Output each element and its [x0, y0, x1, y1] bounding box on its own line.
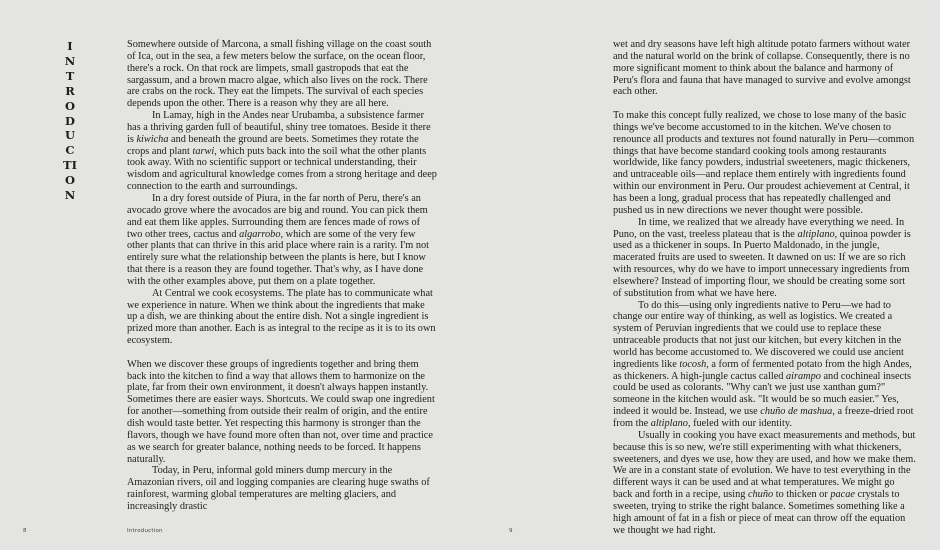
- text-run: In a dry forest outside of Piura, in the far north of Peru, there's an avocado grove where the avocados are big and round. You can pick them and eat them like apples. Surrounding them are fences made of rows of two other trees, cactus and: [127, 192, 428, 240]
- italic-term: tarwi: [192, 145, 215, 157]
- left-page-number: 8: [23, 528, 27, 534]
- italic-term: pacae: [830, 489, 855, 501]
- text-run: , fueled with our identity.: [687, 418, 792, 429]
- text-run: In time, we realized that we already have everything we need. In Puno, on the vast, treeless plateau that is the: [613, 216, 905, 240]
- paragraph: [127, 39, 437, 110]
- text-run: crystals to sweeten, trying to strike the right balance. Sometimes something like a high amount of fat in a fish or piece of meat can throw off the equation we thought we had right.: [613, 489, 906, 536]
- text-run: wet and dry seasons have left high altitude potato farmers without water and the natural world on the brink of collapse. Consequently, there is no more significant moment to think about the balance and harmony of Peru's flora and fauna that have managed to survive and evolve amongst each other.: [613, 39, 911, 98]
- paragraph: [613, 39, 916, 98]
- text-run: , which puts back into the soil what the other plants took away. With no scientific support or technical understanding, their wisdom and agricultural knowledge comes from a strong heritage and deep connection to the earth and surroundings.: [127, 145, 437, 193]
- paragraph: [613, 430, 916, 537]
- paragraph: [127, 465, 437, 512]
- running-footer-label: Introduction: [127, 528, 163, 534]
- text-run: Today, in Peru, informal gold miners dump mercury in the Amazonian rivers, oil and logging companies are clearing huge swaths of rainforest, warming global temperatures are melting glaciers, and increasingly drastic: [127, 465, 430, 512]
- italic-term: tocosh: [679, 358, 707, 370]
- paragraph: [613, 300, 916, 430]
- text-run: Usually in cooking you have exact measurements and methods, but because this is so new, we're still experimenting with what thickeners, sweeteners, and dyes we use, how they are used, and how we make them. We are in a constant state of evolution. We have to test everything in the different ways it can be used and at what temperatures. We might go back and forth in a recipe, using: [613, 429, 916, 501]
- text-run: To make this concept fully realized, we chose to lose many of the basic things we've become accustomed to in the kitchen. We've chosen to renounce all products and textures not found naturally in Peru—common things that have become standard cooking tools among restaurants worldwide, like fancy powders, industrial sweeteners, magic thickeners, and untraceable oils—and replace them entirely with ingredients found within our environment in Peru. Our proudest achievement at Central, it has been a long, gradual process that has repeatedly challenged and pushed us in new directions we never thought were possible.: [613, 110, 915, 216]
- italic-term: chuño de mashua: [760, 406, 833, 418]
- text-run: To do this—using only ingredients native to Peru—we had to change our entire way of thinking, as well as logistics. We created a system of Peruvian ingredients that we could use to replace these untraceable products that not just our kitchen, but every kitchen in the world has become accustomed to. We discovered we could use ancient ingredients like: [613, 299, 904, 370]
- italic-term: altiplano: [797, 228, 835, 240]
- text-run: Somewhere outside of Marcona, a small fishing village on the coast south of Ica, out in the sea, a few meters below the surface, on the ocean floor, there's a rock. On that rock are limpets, small gastropods that eat the sargassum, and a brown macro algae, which also lives on the rock. There are crabs on the rock. They eat the limpets. The survival of each species depends upon the other. There is a reason why they are all here.: [127, 39, 432, 110]
- text-run: At Central we cook ecosystems. The plate has to communicate what we experience in nature. When we think about the ingredients that make up a dish, we are thinking about the entire dish. Not a single ingredient is prized more than another. Each is as integral to the recipe as it is to its own ecosystem.: [127, 287, 436, 347]
- text-run: to thicken or: [773, 489, 831, 501]
- paragraph: [127, 110, 437, 193]
- italic-term: kiwicha: [136, 133, 169, 145]
- italic-term: algarrobo: [239, 228, 281, 240]
- right-page-text: [613, 39, 916, 536]
- text-run: In Lamay, high in the Andes near Urubamba, a subsistence farmer has a thriving garden full of beautiful, shiny tree tomatoes. Beside it there is: [127, 110, 431, 145]
- text-run: , a form of fermented potato from the high Andes, as thickeners. A high-jungle cactus called: [613, 358, 912, 382]
- text-run: , a freeze-dried root from the: [613, 406, 914, 429]
- paragraph: [127, 288, 437, 347]
- text-run: When we discover these groups of ingredients together and bring them back into the kitchen to find a way that allows them to harmonize on the plate, far from their own environment, it doesn't always happen instantly. Sometimes there are easier ways. Shortcuts. We could swap one ingredient for another—something from outside their realm of origin, and the entire dish would taste better. Yet respecting this harmony is stronger than the flavors, though we have found more often than not, over time and practice as we search for greater balance, nothing needs to be forced. It happens naturally.: [127, 358, 435, 465]
- italic-term: chuño: [747, 489, 774, 501]
- section-heading: INTRODUCTION: [63, 39, 77, 203]
- text-run: , quinoa powder is used as a thickener in soups. In Puerto Maldonado, in the jungle, macerated fruits are used to sweeten. It dawned on us: If we are so rich with resources, why do we have to import unnecessary ingredients from elsewhere? Instead of importing flour, we should be creating some sort of substitution from what we have here.: [613, 228, 911, 299]
- italic-term: airampo: [786, 370, 821, 382]
- right-page-number: 9: [509, 528, 513, 534]
- italic-term: altiplano: [650, 418, 688, 429]
- paragraph: [613, 110, 916, 217]
- paragraph: [127, 193, 437, 288]
- text-run: and beneath the ground are beets. Sometimes they rotate the crops and plant: [127, 133, 419, 157]
- paragraph: [613, 217, 916, 300]
- left-page-text: [127, 39, 437, 513]
- text-run: and cochineal insects could be used as colorants. "Why can't we just use xanthan gum?" someone in the kitchen would ask. "It would be so much easier." Yes, indeed it would be. Instead, we use: [613, 370, 911, 418]
- paragraph: [127, 359, 437, 466]
- text-run: , which are some of the very few other plants that can thrive in this arid place where rain is a rarity. I'm not entirely sure what the relationship between the plants is here, but I know that there is a reason they are found together. That's why, as I have done with the other examples above, put them on a plate together.: [127, 228, 429, 287]
